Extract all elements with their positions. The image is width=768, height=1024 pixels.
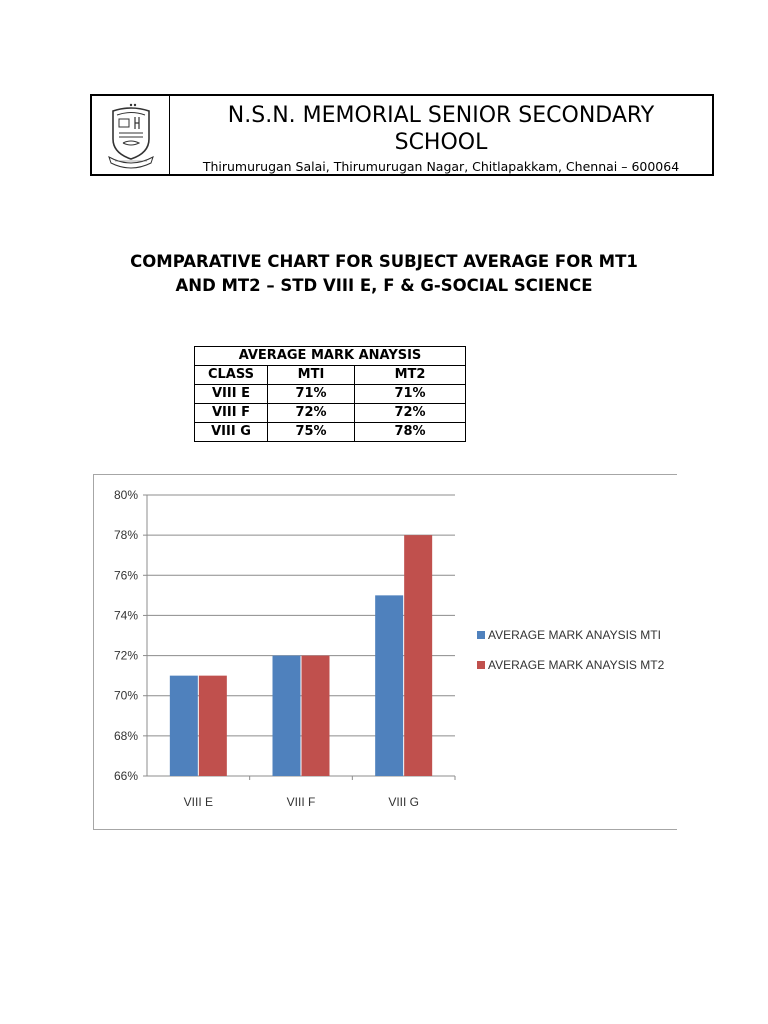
column-header-mt1: MTI — [268, 366, 355, 385]
document-title-line-1: COMPARATIVE CHART FOR SUBJECT AVERAGE FOR MT1 — [130, 252, 638, 271]
mt2-cell: 78% — [355, 423, 466, 442]
legend-label: AVERAGE MARK ANAYSIS MTI — [488, 628, 661, 642]
table-row — [195, 423, 466, 442]
y-tick-label: 68% — [113, 728, 138, 743]
chart-area — [93, 474, 677, 830]
bar-mt1 — [273, 656, 301, 776]
y-tick-label: 74% — [113, 608, 138, 623]
school-name: N.S.N. MEMORIAL SENIOR SECONDARY SCHOOL — [227, 103, 655, 155]
mt1-cell: 75% — [268, 423, 355, 442]
bar-mt1 — [375, 595, 403, 776]
logo-cell — [92, 96, 170, 174]
header-title-cell — [170, 96, 712, 174]
y-tick-label: 72% — [113, 648, 138, 663]
school-header — [90, 94, 714, 176]
mt1-cell: 72% — [268, 404, 355, 423]
mt1-cell: 71% — [268, 385, 355, 404]
column-header-class: CLASS — [195, 366, 268, 385]
bar-mt2 — [302, 656, 330, 776]
document-title — [84, 250, 684, 298]
y-tick-label: 80% — [113, 488, 138, 502]
table-caption: AVERAGE MARK ANAYSIS — [195, 347, 466, 366]
y-tick-label: 66% — [113, 769, 138, 783]
school-address: Thirumurugan Salai, Thirumurugan Nagar, Chitlapakkam, Chennai – 600064 — [202, 159, 680, 174]
document-title-line-2: AND MT2 – STD VIII E, F & G-SOCIAL SCIENCE — [175, 276, 593, 295]
school-crest-icon — [105, 99, 157, 171]
table-header-row — [195, 366, 466, 385]
legend-swatch — [477, 661, 485, 669]
y-tick-label: 70% — [113, 688, 138, 703]
table-row — [195, 404, 466, 423]
bar-mt1 — [170, 676, 198, 776]
column-header-mt2: MT2 — [355, 366, 466, 385]
legend-label: AVERAGE MARK ANAYSIS MT2 — [488, 658, 665, 672]
mt2-cell: 71% — [355, 385, 466, 404]
class-cell: VIII E — [195, 385, 268, 404]
legend-swatch — [477, 631, 485, 639]
table-row — [195, 385, 466, 404]
x-tick-label: VIII F — [286, 795, 316, 809]
class-cell: VIII F — [195, 404, 268, 423]
mt2-cell: 72% — [355, 404, 466, 423]
y-tick-label: 78% — [113, 528, 138, 543]
average-mark-table — [194, 346, 466, 442]
x-tick-label: VIII E — [183, 795, 214, 809]
class-cell: VIII G — [195, 423, 268, 442]
y-tick-label: 76% — [113, 568, 138, 583]
bar-mt2 — [199, 676, 227, 776]
bar-chart — [94, 475, 677, 829]
bar-mt2 — [404, 535, 432, 776]
x-tick-label: VIII G — [388, 795, 420, 809]
